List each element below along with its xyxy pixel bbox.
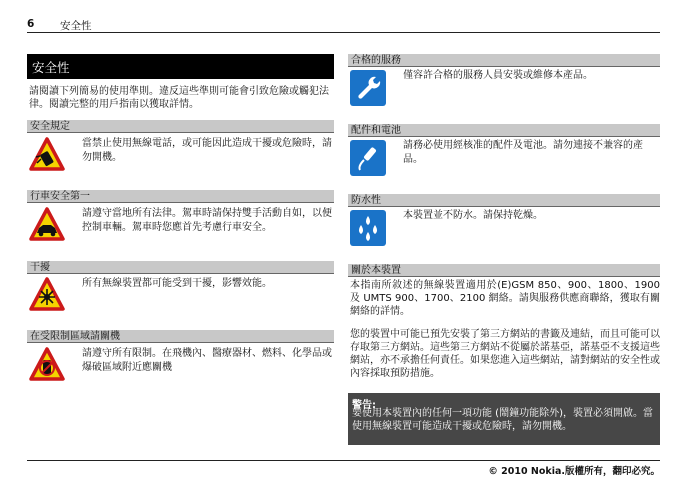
page-number: 6 [27,18,35,30]
section-header-safety-rules [27,120,334,133]
warning-title: 警告: [352,400,376,411]
about-paragraph-1: 本指南所敘述的無線裝置適用於(E)GSM 850、900、1800、1900 及 UMTS 900、1700、2100 網絡。請與服務供應商聯絡，獲取有關網絡的詳情。 [350,280,660,317]
page-section-title: 安全性 [60,20,92,32]
section-header-about-device [348,264,660,277]
warning-box [348,393,660,445]
page-header [27,16,660,33]
phone-warning-icon [29,137,65,173]
section-header-road-safety [27,190,334,203]
no-phone-warning-icon [29,347,65,383]
section-title: 安全性 [32,60,70,75]
water-drops-icon [350,210,386,246]
section-text-road-safety: 請遵守當地所有法律。駕車時請保持雙手活動自如，以便控制車輛。駕車時您應首先考慮行車安全。 [82,208,332,233]
car-warning-icon [29,207,65,243]
warning-text: 要使用本裝置內的任何一項功能 (鬧鐘功能除外)，裝置必須開啟。當使用無線裝置可能造成干擾或危險時，請勿開機。 [352,408,653,432]
section-heading: 在受限制區域請關機 [30,331,120,342]
section-text-accessories: 請務必使用經核准的配件及電池。請勿連接不兼容的產品。 [403,140,643,165]
accessory-icon [350,140,386,176]
section-heading: 防水性 [351,195,381,206]
section-header-interference [27,261,334,274]
section-header-water-resistance [348,194,660,207]
section-text-restricted-areas: 請遵守所有限制。在飛機內、醫療器材、燃料、化學品或爆破區域附近應關機 [82,348,332,373]
section-title-bar [27,54,334,79]
interference-warning-icon [29,277,65,313]
section-heading: 關於本裝置 [351,265,401,276]
section-text-interference: 所有無線裝置都可能受到干擾，影響效能。 [82,278,272,289]
wrench-icon [350,70,386,106]
section-heading: 干擾 [30,262,50,273]
footer-rule [27,460,660,461]
about-paragraph-2: 您的裝置中可能已預先安裝了第三方網站的書籤及連結，而且可能可以存取第三方網站。這些第三方網站不從屬於諾基亞，諾基亞不支援這些網站，亦不承擔任何責任。如果您進入這些網站，請對網站的安全性或內容採取預防措施。 [350,329,660,379]
intro-text: 請閱讀下列簡易的使用準則。違反這些準則可能會引致危險或觸犯法律。閱讀完整的用戶指南以獲取詳情。 [29,86,329,110]
section-text-qualified-service: 僅容許合格的服務人員安裝或維修本產品。 [403,70,593,81]
section-text-safety-rules: 當禁止使用無線電話，或可能因此造成干擾或危險時，請勿開機。 [82,138,332,163]
section-heading: 安全規定 [30,121,70,132]
section-header-qualified-service [348,54,660,67]
copyright-footer: © 2010 Nokia.版權所有，翻印必究。 [488,466,660,477]
section-header-restricted-areas [27,330,334,343]
section-text-water-resistance: 本裝置並不防水。請保持乾燥。 [403,210,543,221]
section-header-accessories [348,124,660,137]
section-heading: 配件和電池 [351,125,401,136]
section-heading: 行車安全第一 [30,191,90,202]
section-heading: 合格的服務 [351,55,401,66]
